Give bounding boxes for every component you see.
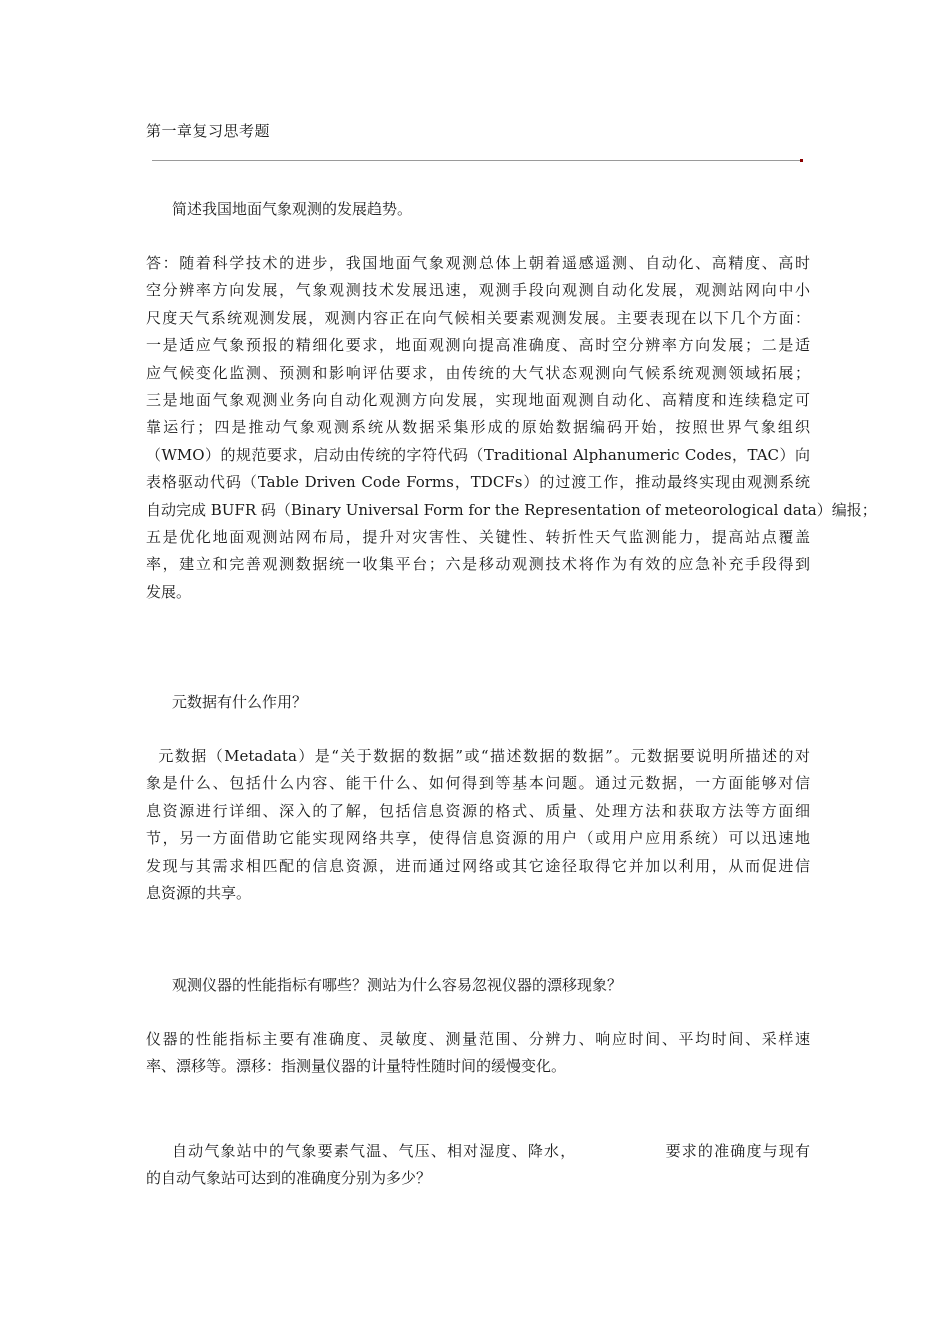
answer-1-line: 答：随着科学技术的进步，我国地面气象观测总体上朝着遥感遥测、自动化、高精度、高时 — [146, 254, 810, 272]
answer-1-line: 靠运行；四是推动气象观测系统从数据采集形成的原始数据编码开始，按照世界气象组织 — [146, 418, 810, 437]
answer-1-line: 一是适应气象预报的精细化要求，地面观测向提高准确度、高时空分辨率方向发展；二是适 — [146, 336, 810, 355]
question-4-line: 的自动气象站可达到的准确度分别为多少？ — [146, 1169, 432, 1188]
answer-3 — [146, 1026, 810, 1081]
answer-1-line: 应气候变化监测、预测和影响评估要求，由传统的大气状态观测向气候系统观测领域拓展； — [146, 363, 810, 382]
question-1: 简述我国地面气象观测的发展趋势。 — [172, 200, 413, 218]
divider-end-mark — [800, 159, 803, 162]
question-2: 元数据有什么作用？ — [172, 693, 308, 711]
answer-2-line: 发现与其需求相匹配的信息资源，进而通过网络或其它途径取得它并加以利用，从而促进信 — [146, 856, 810, 875]
question-3: 观测仪器的性能指标有哪些？测站为什么容易忽视仪器的漂移现象？ — [172, 976, 623, 994]
answer-2-line: 象是什么、包括什么内容、能干什么、如何得到等基本问题。通过元数据，一方面能够对信 — [146, 774, 810, 793]
answer-1 — [146, 250, 877, 606]
answer-2-line: 元数据（Metadata）是“关于数据的数据”或“描述数据的数据”。元数据要说明所描述的对 — [146, 747, 810, 765]
chapter-title: 第一章复习思考题 — [146, 122, 271, 140]
answer-3-line: 率、漂移等。漂移：指测量仪器的计量特性随时间的缓慢变化。 — [146, 1057, 567, 1076]
answer-1-line: 表格驱动代码（Table Driven Code Forms，TDCFs）的过渡工作，推动最终实现由观测系统 — [146, 473, 810, 492]
answer-1-line: 三是地面气象观测业务向自动化观测方向发展，实现地面观测自动化、高精度和连续稳定可 — [146, 391, 810, 410]
answer-2-line: 息资源的共享。 — [146, 884, 252, 903]
question-4-line: 自动气象站中的气象要素气温、气压、相对湿度、降水， 要求的准确度与现有 — [172, 1142, 810, 1160]
answer-3-line: 仪器的性能指标主要有准确度、灵敏度、测量范围、分辨力、响应时间、平均时间、采样速 — [146, 1030, 810, 1048]
answer-2-line: 节，另一方面借助它能实现网络共享，使得信息资源的用户（或用户应用系统）可以迅速地 — [146, 829, 810, 848]
answer-2 — [146, 743, 810, 907]
question-4 — [146, 1138, 810, 1193]
answer-1-line: 发展。 — [146, 582, 192, 601]
answer-2-line: 息资源进行详细、深入的了解，包括信息资源的格式、质量、处理方法和获取方法等方面细 — [146, 801, 810, 820]
answer-1-line: （WMO）的规范要求，启动由传统的字符代码（Traditional Alphanumeric Codes，TAC）向 — [146, 445, 810, 464]
title-divider — [152, 160, 802, 161]
answer-1-line: 空分辨率方向发展，气象观测技术发展迅速，观测手段向观测自动化发展，观测站网向中小 — [146, 281, 810, 300]
answer-1-line: 尺度天气系统观测发展，观测内容正在向气候相关要素观测发展。主要表现在以下几个方面： — [146, 308, 810, 327]
answer-1-line: 率，建立和完善观测数据统一收集平台；六是移动观测技术将作为有效的应急补充手段得到 — [146, 555, 810, 574]
answer-1-line: 五是优化地面观测站网布局，提升对灾害性、关键性、转折性天气监测能力，提高站点覆盖 — [146, 528, 810, 547]
answer-1-line: 自动完成 BUFR 码（Binary Universal Form for the Representation of meteorological data）编报； — [146, 500, 877, 519]
